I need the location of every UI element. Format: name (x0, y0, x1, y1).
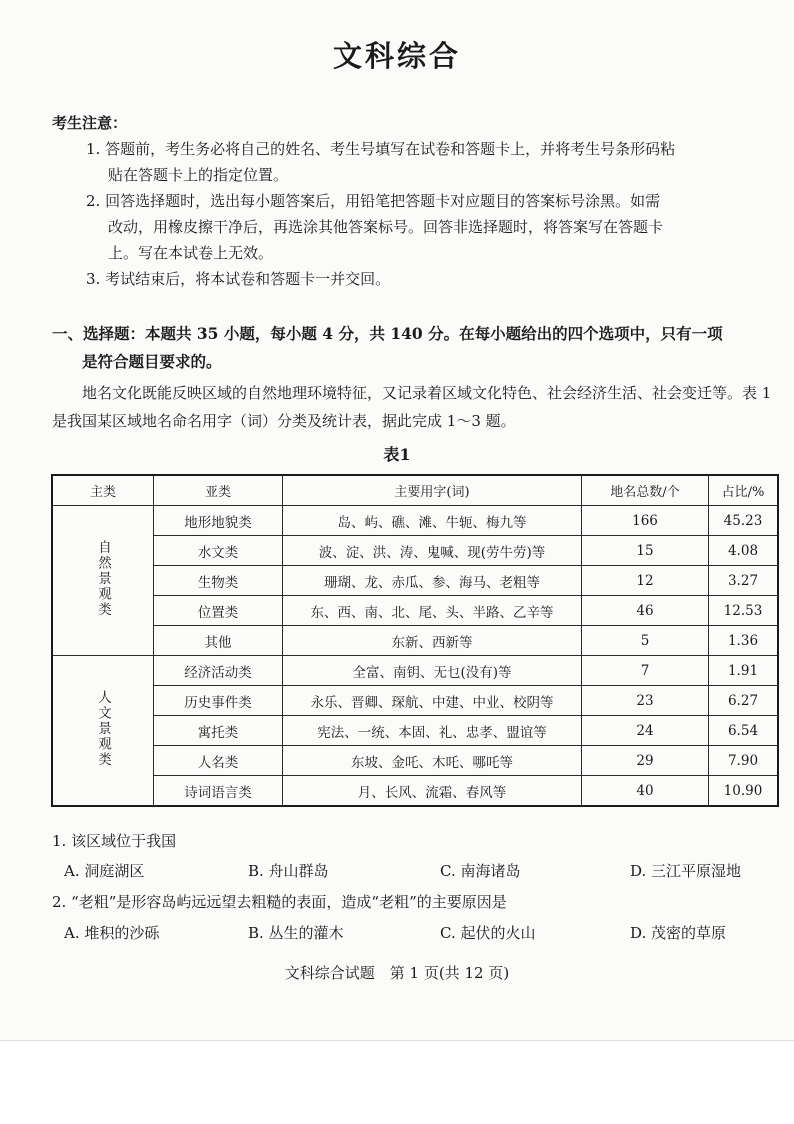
notice-item-1-line1: 1. 答题前，考生务必将自己的姓名、考生号填写在试卷和答题卡上，并将考生号条形码粘 (86, 140, 676, 158)
question-2-option-a[interactable]: A. 堆积的沙砾 (64, 924, 160, 942)
words-cell: 东、西、南、北、尾、头、半路、乙辛等 (283, 596, 582, 626)
table-row (52, 506, 778, 536)
notice-list (52, 136, 768, 292)
page-edge-divider (0, 1040, 794, 1041)
question-1-option-d[interactable]: D. 三江平原湿地 (630, 862, 742, 880)
sub-cell: 人名类 (154, 746, 283, 776)
notice-item-2-line1: 2. 回答选择题时，选出每小题答案后，用铅笔把答题卡对应题目的答案标号涂黑。如需 (86, 192, 661, 210)
words-cell: 宪法、一统、本固、礼、忠孝、盟谊等 (283, 716, 582, 746)
header-main: 主类 (52, 475, 154, 506)
count-cell: 24 (582, 716, 709, 746)
table-row (52, 656, 778, 686)
main-category-label: 自然景观类 (95, 539, 111, 618)
table-row (52, 776, 778, 807)
table-row (52, 536, 778, 566)
table-title: 表1 (383, 445, 411, 464)
question-1-stem: 1. 该区域位于我国 (52, 832, 177, 850)
header-count: 地名总数/个 (582, 475, 709, 506)
notice-item-2-line2: 改动，用橡皮擦干净后，再选涂其他答案标号。回答非选择题时，将答案写在答题卡 (108, 218, 664, 236)
place-name-table (51, 474, 779, 807)
count-cell: 166 (582, 506, 709, 536)
page-footer: 文科综合试题 第 1 页(共 12 页) (284, 964, 510, 982)
ratio-cell: 10.90 (709, 776, 779, 807)
section-heading-line1: 一、选择题：本题共 35 小题，每小题 4 分，共 140 分。在每小题给出的四个选项中，只有一项 (52, 324, 723, 343)
ratio-cell: 45.23 (709, 506, 779, 536)
question-2-option-c[interactable]: C. 起伏的火山 (440, 924, 536, 942)
ratio-cell: 7.90 (709, 746, 779, 776)
count-cell: 12 (582, 566, 709, 596)
ratio-cell: 1.91 (709, 656, 779, 686)
section-heading (52, 320, 772, 376)
count-cell: 5 (582, 626, 709, 656)
question-1-option-b[interactable]: B. 舟山群岛 (248, 862, 329, 880)
table-row (52, 686, 778, 716)
words-cell: 波、淀、洪、涛、鬼喊、现(劳牛劳)等 (283, 536, 582, 566)
count-cell: 23 (582, 686, 709, 716)
words-cell: 永乐、晋卿、琛航、中建、中业、校阴等 (283, 686, 582, 716)
words-cell: 东新、西新等 (283, 626, 582, 656)
words-cell: 岛、屿、礁、滩、牛轭、梅九等 (283, 506, 582, 536)
sub-cell: 经济活动类 (154, 656, 283, 686)
header-sub: 亚类 (154, 475, 283, 506)
ratio-cell: 1.36 (709, 626, 779, 656)
main-category-cell (52, 656, 154, 807)
notice-item-3-line1: 3. 考试结束后，将本试卷和答题卡一并交回。 (86, 270, 391, 288)
question-2-option-b[interactable]: B. 丛生的灌木 (248, 924, 344, 942)
sub-cell: 生物类 (154, 566, 283, 596)
sub-cell: 水文类 (154, 536, 283, 566)
question-2-option-d[interactable]: D. 茂密的草原 (630, 924, 727, 942)
notice-item-2-line3: 上。写在本试卷上无效。 (108, 244, 274, 262)
table-row (52, 626, 778, 656)
table-row (52, 716, 778, 746)
words-cell: 珊瑚、龙、赤瓜、参、海马、老粗等 (283, 566, 582, 596)
table-row (52, 596, 778, 626)
section-heading-line2: 是符合题目要求的。 (82, 352, 222, 371)
table-row (52, 746, 778, 776)
header-words: 主要用字(词) (283, 475, 582, 506)
sub-cell: 位置类 (154, 596, 283, 626)
count-cell: 15 (582, 536, 709, 566)
ratio-cell: 6.54 (709, 716, 779, 746)
notice-heading: 考生注意： (52, 114, 128, 132)
sub-cell: 其他 (154, 626, 283, 656)
sub-cell: 诗词语言类 (154, 776, 283, 807)
main-category-label: 人文景观类 (95, 689, 111, 768)
sub-cell: 寓托类 (154, 716, 283, 746)
table-row (52, 566, 778, 596)
words-cell: 月、长风、流霜、春风等 (283, 776, 582, 807)
words-cell: 全富、南钥、无乜(没有)等 (283, 656, 582, 686)
question-1-option-c[interactable]: C. 南海诸岛 (440, 862, 521, 880)
header-ratio: 占比/% (709, 475, 779, 506)
question-2-stem: 2. “老粗”是形容岛屿远远望去粗糙的表面，造成“老粗”的主要原因是 (52, 893, 507, 911)
ratio-cell: 12.53 (709, 596, 779, 626)
intro-paragraph: 地名文化既能反映区域的自然地理环境特征，又记录着区域文化特色、社会经济生活、社会变迁等。表 1 是我国某区域地名命名用字（词）分类及统计表，据此完成 1～3 题。 (52, 384, 772, 430)
table-header-row (52, 475, 778, 506)
notice-item-1-line2: 贴在答题卡上的指定位置。 (108, 166, 289, 184)
sub-cell: 地形地貌类 (154, 506, 283, 536)
count-cell: 46 (582, 596, 709, 626)
ratio-cell: 3.27 (709, 566, 779, 596)
ratio-cell: 6.27 (709, 686, 779, 716)
count-cell: 7 (582, 656, 709, 686)
ratio-cell: 4.08 (709, 536, 779, 566)
page-title: 文科综合 (332, 39, 461, 73)
sub-cell: 历史事件类 (154, 686, 283, 716)
count-cell: 40 (582, 776, 709, 807)
count-cell: 29 (582, 746, 709, 776)
main-category-cell (52, 506, 154, 656)
question-1-option-a[interactable]: A. 洞庭湖区 (64, 862, 145, 880)
words-cell: 东坡、金吒、木吒、哪吒等 (283, 746, 582, 776)
